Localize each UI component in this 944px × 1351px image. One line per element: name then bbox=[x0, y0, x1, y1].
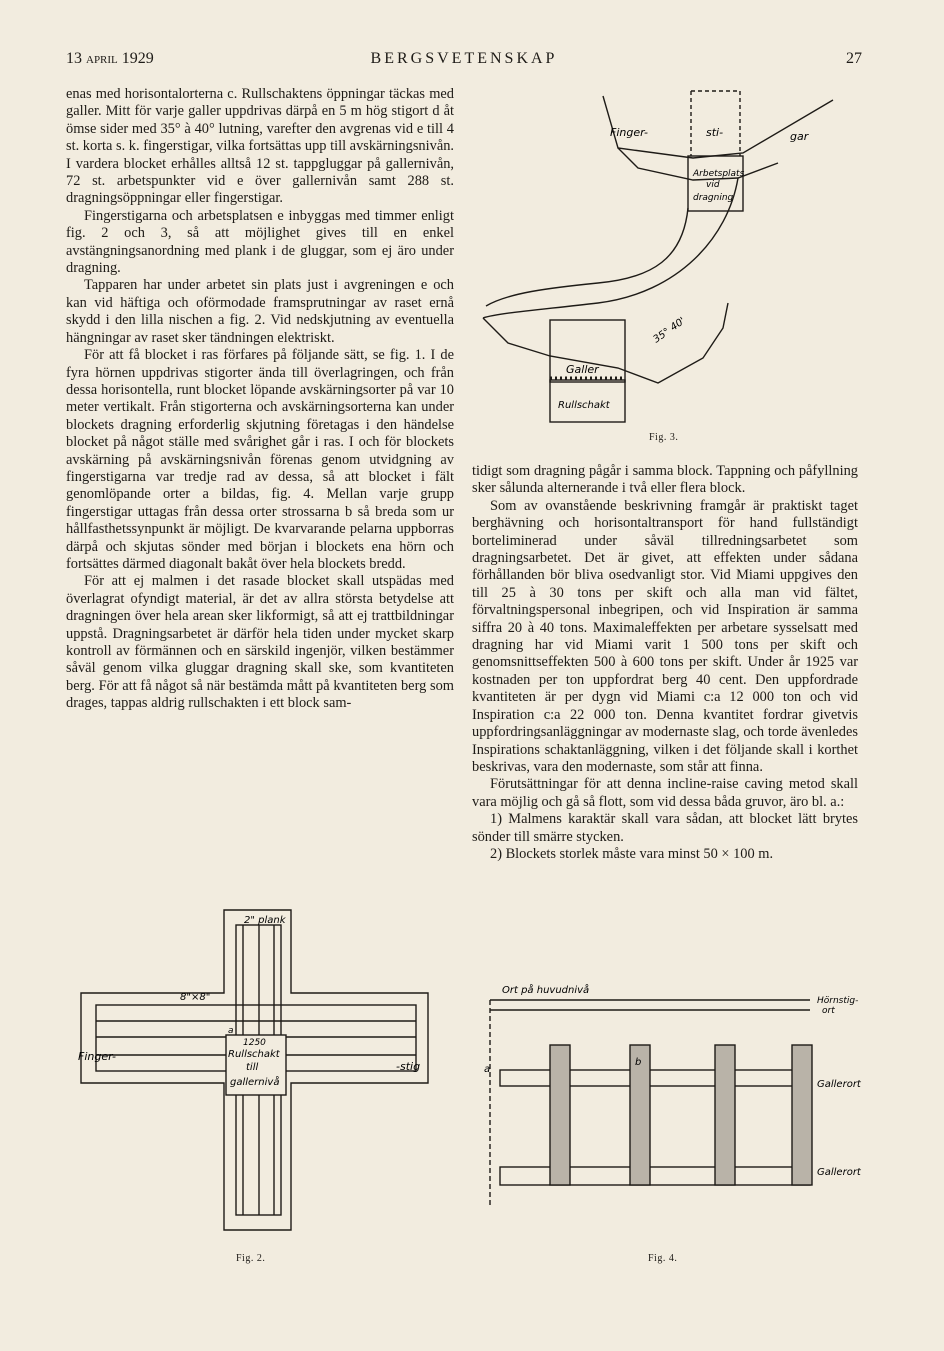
fig3-label-dragning: dragning bbox=[693, 193, 734, 203]
paragraph: 1) Malmens karaktär skall vara sådan, att blocket lätt brytes sönder till smärre stycken. bbox=[472, 811, 858, 845]
header-date: 13 april 1929 bbox=[66, 50, 154, 67]
fig3-label-gar: gar bbox=[790, 130, 809, 143]
page-header bbox=[66, 50, 862, 72]
fig4-label-ort: Ort på huvudnivå bbox=[502, 985, 590, 996]
fig2-label-a: a bbox=[228, 1026, 234, 1036]
paragraph: För att få blocket i ras förfares på följande sätt, se fig. 1. I de fyra hörnen uppdrivas stigorter ända till överlagringen, och från dessa horisontella, runt blocket löpande avskärningsorter på var 10 meter vertikalt. Från stigorterna och avskärningsorterna kan under blockets dragning erforderlig skjutning företagas i den händelse blocket på något ställe med svårighet går i ras. I och för blockets avskärning på avskärningsnivån förenas genom utvidgning av fingerstigarna var tredje rad av dessa, så att blocket i fält genomlöpande orter a bildas, fig. 4. Mellan varje grupp fingerstigar uttagas från dessa orter strossarna b så breda som ur hållfasthetssynpunkt är möjligt. De kvarvarande pelarna uppborras därpå och skjutas sönder med början i blockets ena hörn och fortsättes därmed diagonalt bakåt över hela blockets bredd. bbox=[66, 347, 454, 572]
figure-2-drawing bbox=[76, 905, 436, 1240]
header-page-number: 27 bbox=[846, 50, 862, 67]
paragraph: Tapparen har under arbetet sin plats just i avgreningen e och kan vid häftiga och oförmodade framsprutningar av raset ernå skydd i den lilla nischen a fig. 2. Vid nedskjutning av eventuella hängningar av raset sker tändningen elektriskt. bbox=[66, 277, 454, 346]
fig2-label-gallerniva: gallernivå bbox=[230, 1077, 280, 1088]
paragraph: För att ej malmen i det rasade blocket skall utspädas med överlagrat ofyndigt material, är det av allra största betydelse att dragningen över hela arean sker likformigt, så att ej trattbildningar uppstå. Dragningsarbetet är därför hela tiden under mycket skarp kontroll av förmännen och en särskild ingenjör, vilken bestämmer såväl genom vilka gluggar dragning skall ske, som kvantiteten berg. För att få något så när bestämda mått på kvantiteten berg som drages, tappas aldrig rullschakten i ett block sam- bbox=[66, 573, 454, 712]
paragraph: enas med horisontalorterna c. Rullschaktens öppningar täckas med galler. Mitt för varje galler uppdrivas därpå en 5 m hög stigort d åt ömse sider med 35° à 40° lutning, varefter den avgrenas vid e till 4 st. korta s. k. fingerstigar, vilka fortsättas upp till avskärningsnivån. I vardera blocket erhålles alltså 12 st. tappgluggar på gallernivån, 72 st. arbetspunkter vid e över gallernivån samt 288 st. dragningsöppningar eller fingerstigar. bbox=[66, 86, 454, 207]
fig3-label-sti: sti- bbox=[706, 126, 724, 139]
fig3-label-angle: 35° 40' bbox=[651, 315, 688, 346]
header-journal-title: BERGSVETENSKAP bbox=[370, 50, 558, 67]
fig4-label-b: b bbox=[635, 1057, 642, 1068]
paragraph: 2) Blockets storlek måste vara minst 50 × 100 m. bbox=[490, 845, 774, 862]
fig4-label-ort2: ort bbox=[822, 1006, 835, 1016]
fig3-label-rullschakt: Rullschakt bbox=[558, 400, 610, 411]
fig3-label-vid: vid bbox=[706, 180, 720, 190]
left-text-column bbox=[66, 86, 454, 713]
fig2-label-stig: -stig bbox=[396, 1060, 421, 1073]
fig2-label-dim: 8"×8" bbox=[180, 992, 211, 1003]
figure-2-caption: Fig. 2. bbox=[236, 1253, 266, 1264]
paragraph: Förutsättningar för att denna incline-raise caving metod skall vara möjlig och gå så flott, som vid dessa båda gruvor, äro bl. a.: bbox=[472, 776, 858, 810]
fig2-label-mm: 1250 bbox=[243, 1038, 266, 1048]
fig2-label-till: till bbox=[246, 1062, 259, 1073]
fig4-label-gallerort2: Gallerort bbox=[817, 1167, 861, 1178]
fig2-label-plank: 2" plank bbox=[244, 915, 286, 926]
figure-4-caption: Fig. 4. bbox=[648, 1253, 678, 1264]
fig2-label-finger: Finger- bbox=[78, 1050, 116, 1063]
fig3-label-galler: Galler bbox=[566, 363, 599, 376]
paragraph: tidigt som dragning pågår i samma block. Tappning och påfyllning sker sålunda alternerande i två eller flera block. bbox=[472, 463, 858, 497]
figure-3-drawing bbox=[478, 88, 870, 433]
paragraph: Fingerstigarna och arbetsplatsen e inbyggas med timmer enligt fig. 2 och 3, så att möjlighet gives till en enkel avstängningsanordning med plank i de gluggar, som ej äro under dragning. bbox=[66, 207, 454, 277]
fig4-label-gallerort1: Gallerort bbox=[817, 1079, 861, 1090]
fig4-label-a: a bbox=[484, 1064, 491, 1075]
right-text-column bbox=[472, 463, 858, 863]
figure-4-drawing bbox=[480, 975, 870, 1215]
figure-3-caption: Fig. 3. bbox=[649, 432, 679, 443]
paragraph: Som av ovanstående beskrivning framgår är praktiskt taget berghävning och horisontaltransport för hand fullständigt borteliminerad under såväl tillredningsarbetet som dragningsarbetet. Det är givet, att effekten under sådana förhållanden bör bliva osedvanligt stor. Vid Miami uppgives den till 25 à 30 tons per skift och alla man vid fältet, förvaltningspersonal inbegripen, och vid Inspiration är samma siffra 20 à 40 tons. Maximaleffekten per arbetare sysselsatt med dragning har vid Miami varit 1 500 tons per skift och genomsnittseffekten 500 à 600 tons per skift. Under år 1925 var kostnaden per ton uppfordrat berg 40 cent. Den uppfordrade kvantiteten är per dygn vid Miami c:a 12 000 ton och vid Inspiration c:a 22 000 ton. Denna kvantitet fordrar givetvis uppfordringsanläggningar av modernaste slag, och torde ävenledes Inspirations schaktanläggning, vilken i det följande skall i korthet beskrivas, vara den modernaste, som står att finna. bbox=[472, 497, 858, 775]
fig3-label-arbetsplats: Arbetsplats bbox=[693, 169, 745, 179]
fig2-label-rullschakt: Rullschakt bbox=[228, 1049, 280, 1060]
fig4-label-hornstig: Hörnstig- bbox=[817, 996, 859, 1006]
fig3-label-finger: Finger- bbox=[610, 126, 648, 139]
